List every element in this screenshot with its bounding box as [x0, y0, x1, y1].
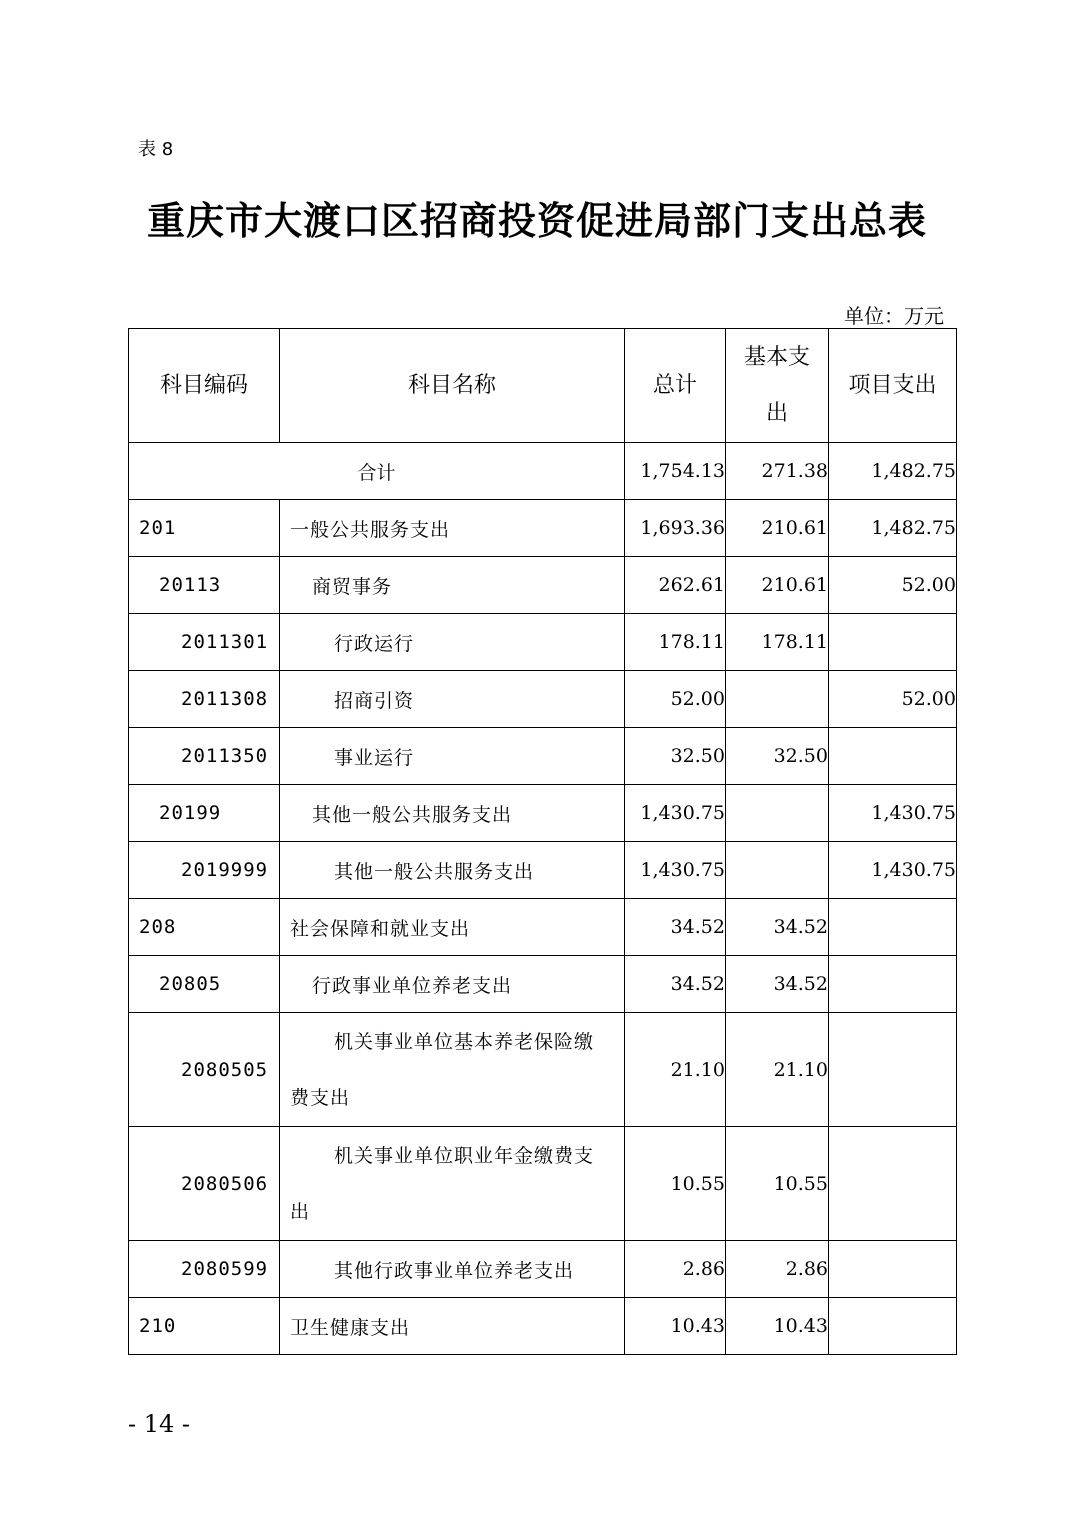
- row-total: 1,430.75: [625, 842, 726, 899]
- row-project: 1,430.75: [829, 842, 957, 899]
- table-row: [129, 899, 957, 956]
- row-name-line2: 费支出: [290, 1086, 351, 1109]
- row-total: 178.11: [625, 614, 726, 671]
- row-project: [829, 1241, 957, 1298]
- header-basic-line2: 出: [765, 400, 788, 426]
- row-total: 32.50: [625, 728, 726, 785]
- row-code: 2080506: [129, 1127, 280, 1241]
- table-row: [129, 614, 957, 671]
- row-name: 社会保障和就业支出: [280, 899, 625, 956]
- row-basic: 21.10: [726, 1013, 829, 1127]
- row-code: 20805: [129, 956, 280, 1013]
- row-name: [280, 1127, 625, 1241]
- row-basic: 10.43: [726, 1298, 829, 1355]
- table-row: [129, 1013, 957, 1127]
- table-row: [129, 557, 957, 614]
- row-name-line2: 出: [290, 1200, 311, 1223]
- total-basic: 271.38: [726, 443, 829, 500]
- row-code: 2011301: [129, 614, 280, 671]
- row-code: 20113: [129, 557, 280, 614]
- table-row: [129, 671, 957, 728]
- row-total: 10.55: [625, 1127, 726, 1241]
- row-total: 34.52: [625, 956, 726, 1013]
- row-basic: 32.50: [726, 728, 829, 785]
- header-row: [129, 329, 957, 443]
- header-basic: [726, 329, 829, 443]
- header-code: 科目编码: [129, 329, 280, 443]
- row-total: 1,693.36: [625, 500, 726, 557]
- row-code: 2011350: [129, 728, 280, 785]
- table-row: [129, 728, 957, 785]
- row-name: [280, 1013, 625, 1127]
- expense-table: [128, 328, 957, 1355]
- row-total: 1,430.75: [625, 785, 726, 842]
- row-name: 行政运行: [280, 614, 625, 671]
- row-project: [829, 1013, 957, 1127]
- row-project: [829, 899, 957, 956]
- table-row: [129, 1127, 957, 1241]
- row-code: 2019999: [129, 842, 280, 899]
- row-project: [829, 1127, 957, 1241]
- row-project: [829, 614, 957, 671]
- row-total: 34.52: [625, 899, 726, 956]
- row-name: 一般公共服务支出: [280, 500, 625, 557]
- header-project: 项目支出: [829, 329, 957, 443]
- row-total: 52.00: [625, 671, 726, 728]
- row-basic: 210.61: [726, 500, 829, 557]
- row-total: 262.61: [625, 557, 726, 614]
- table-row: [129, 500, 957, 557]
- row-code: 210: [129, 1298, 280, 1355]
- row-project: 1,430.75: [829, 785, 957, 842]
- row-total: 10.43: [625, 1298, 726, 1355]
- row-project: [829, 956, 957, 1013]
- unit-label: 单位：万元: [844, 304, 944, 328]
- row-name: 其他行政事业单位养老支出: [280, 1241, 625, 1298]
- total-total: 1,754.13: [625, 443, 726, 500]
- row-basic: 210.61: [726, 557, 829, 614]
- header-name: 科目名称: [280, 329, 625, 443]
- row-name: 行政事业单位养老支出: [280, 956, 625, 1013]
- table-row: [129, 1241, 957, 1298]
- row-basic: 10.55: [726, 1127, 829, 1241]
- row-code: 208: [129, 899, 280, 956]
- total-row: [129, 443, 957, 500]
- row-basic: 34.52: [726, 956, 829, 1013]
- table-label: 表 8: [138, 139, 174, 160]
- row-project: 52.00: [829, 671, 957, 728]
- row-code: 2011308: [129, 671, 280, 728]
- row-project: [829, 1298, 957, 1355]
- row-name: 事业运行: [280, 728, 625, 785]
- header-basic-line1: 基本支: [743, 344, 810, 370]
- row-project: [829, 728, 957, 785]
- row-basic: [726, 842, 829, 899]
- header-total: 总计: [625, 329, 726, 443]
- row-total: 21.10: [625, 1013, 726, 1127]
- row-project: 1,482.75: [829, 500, 957, 557]
- row-code: 201: [129, 500, 280, 557]
- row-basic: [726, 785, 829, 842]
- row-basic: 34.52: [726, 899, 829, 956]
- page-number: - 14 -: [128, 1410, 191, 1438]
- table-row: [129, 842, 957, 899]
- table-row: [129, 785, 957, 842]
- row-name-line1: 机关事业单位职业年金缴费支: [334, 1144, 595, 1167]
- row-name: 其他一般公共服务支出: [280, 785, 625, 842]
- total-project: 1,482.75: [829, 443, 957, 500]
- row-basic: 178.11: [726, 614, 829, 671]
- row-basic: [726, 671, 829, 728]
- row-name-line1: 机关事业单位基本养老保险缴: [334, 1030, 595, 1053]
- row-basic: 2.86: [726, 1241, 829, 1298]
- table-row: [129, 956, 957, 1013]
- row-name: 商贸事务: [280, 557, 625, 614]
- row-name: 其他一般公共服务支出: [280, 842, 625, 899]
- row-code: 2080599: [129, 1241, 280, 1298]
- row-total: 2.86: [625, 1241, 726, 1298]
- row-name: 招商引资: [280, 671, 625, 728]
- table-row: [129, 1298, 957, 1355]
- total-label: 合计: [129, 443, 625, 500]
- row-project: 52.00: [829, 557, 957, 614]
- row-name: 卫生健康支出: [280, 1298, 625, 1355]
- row-code: 2080505: [129, 1013, 280, 1127]
- page-title: 重庆市大渡口区招商投资促进局部门支出总表: [146, 199, 927, 243]
- row-code: 20199: [129, 785, 280, 842]
